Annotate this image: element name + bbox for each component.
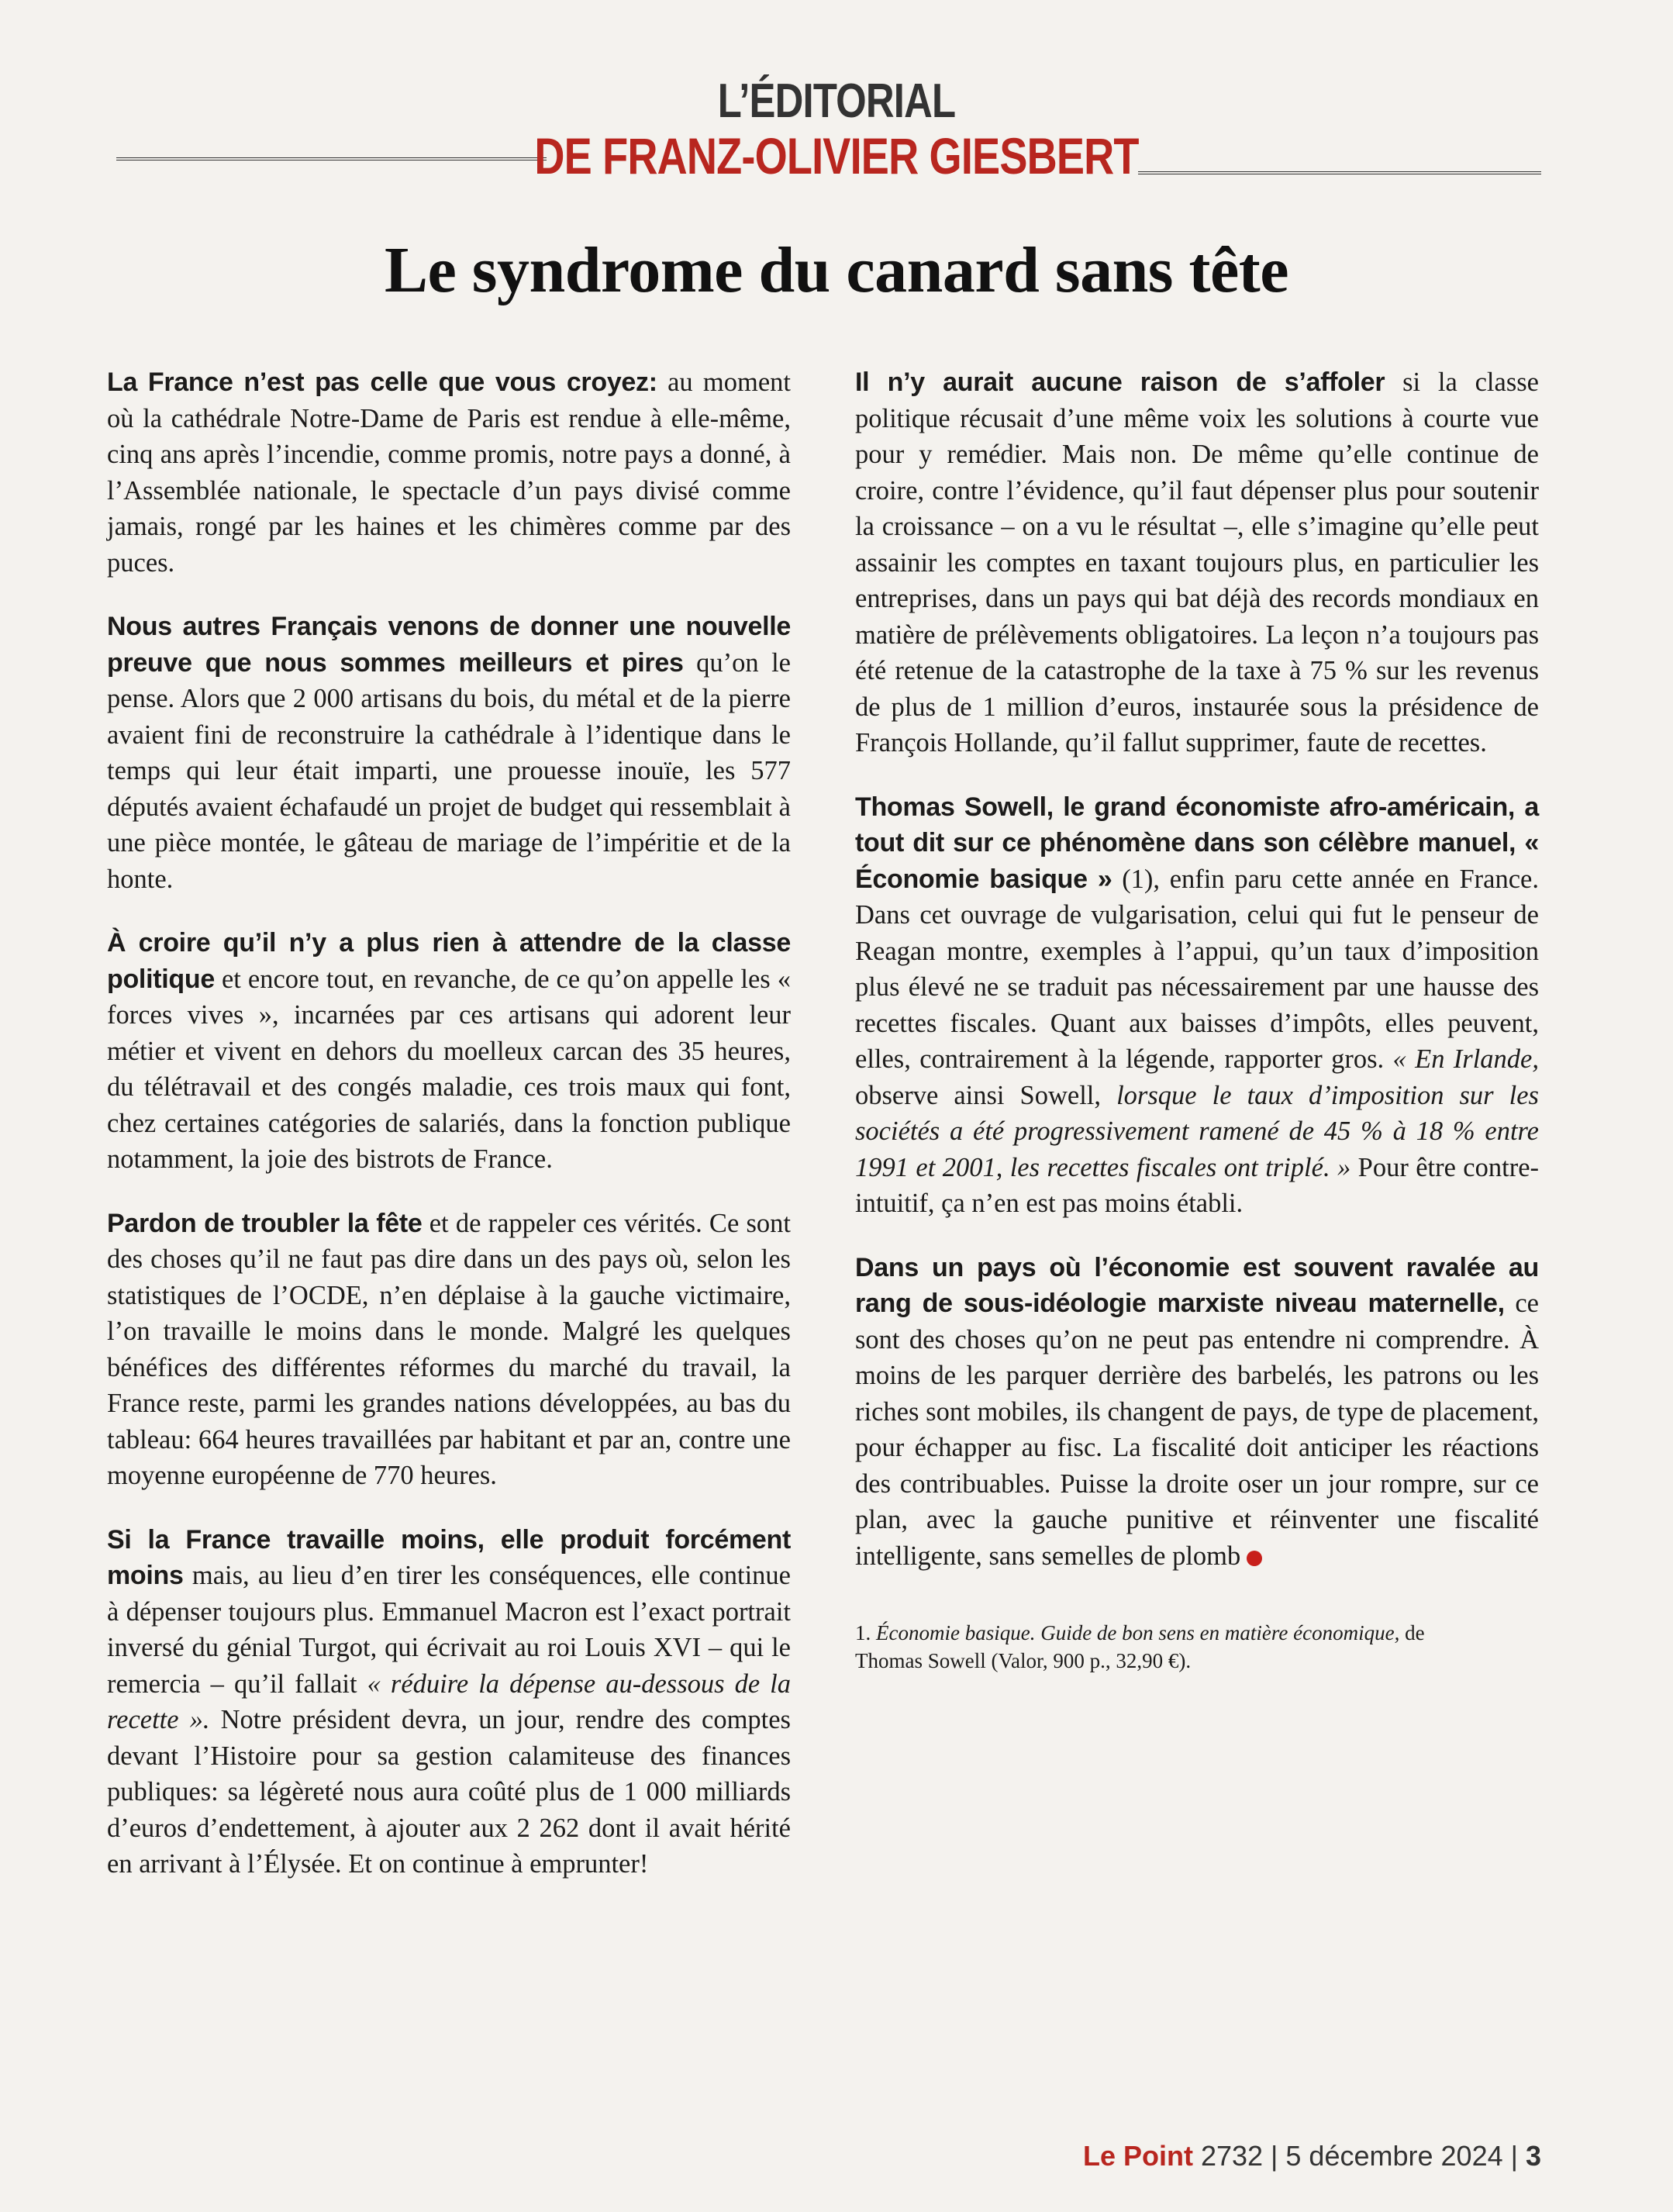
paragraph-quote: lorsque le taux d’imposition sur les sociétés a été progressivement ramené de 45 % à 18 % entre 1991 et 2001, les recettes fiscales ont triplé. »	[855, 1080, 1539, 1182]
paragraph-lead: Dans un pays où l’économie est souvent ravalée au rang de sous-idéologie marxiste niveau maternelle,	[855, 1252, 1539, 1318]
paragraph-text: si la classe politique récusait d’une même voix les solutions à courte vue pour y remédier. Mais non. De même qu’elle continue de croire, contre l’évidence, qu’il faut dépenser plus pour soutenir la croissance – on a vu le résultat –, elle s’imagine qu’elle peut assainir les comptes en taxant toujours plus, en particulier les entreprises, dans un pays qui bat déjà des records mondiaux en matière de prélèvements obligatoires. La leçon n’a toujours pas été retenue de la catastrophe de la taxe à 75 % sur les revenus de plus de 1 million d’euros, instaurée sous la présidence de François Hollande, qu’il fallut supprimer, faute de recettes.	[855, 368, 1539, 757]
paragraph-quote: « réduire la dépense au-dessous de la recette ».	[107, 1668, 791, 1734]
article-paragraph	[107, 364, 791, 581]
paragraph-text: et encore tout, en revanche, de ce qu’on appelle les « forces vives », incarnées par ces artisans qui adorent leur métier et vivent en dehors du moelleux carcan des 35 heures, du télétravail et des congés maladie, ces trois maux qui font, chez certaines catégories de salariés, dans la fonction publique notamment, la joie des bistrots de France.	[107, 964, 791, 1174]
footnote	[855, 1619, 1460, 1675]
paragraph-lead: Pardon de troubler la fête	[107, 1208, 423, 1238]
issue-info: 2732 | 5 décembre 2024 |	[1192, 2140, 1526, 2172]
paragraph-text: (1), enfin paru cette année en France. Dans cet ouvrage de vulgarisation, celui qui fut le penseur de Reagan montre, exemples à l’appui, qu’un taux d’imposition plus élevé ne se traduit pas nécessairement par une hausse des recettes fiscales. Quant aux baisses d’impôts, elles peuvent, elles, contrairement à la légende, rapporter gros.	[855, 864, 1539, 1074]
paragraph-lead: La France n’est pas celle que vous croyez:	[107, 368, 657, 397]
paragraph-text: observe ainsi Sowell,	[855, 1080, 1117, 1110]
magazine-brand: Le Point	[1082, 2140, 1193, 2172]
footnote-title: Économie basique. Guide de bon sens en matière économique,	[876, 1621, 1400, 1644]
article-headline: Le syndrome du canard sans tête	[385, 234, 1288, 306]
article-paragraph	[107, 925, 791, 1178]
footnote-text: de Thomas Sowell (Valor, 900 p., 32,90 €).	[855, 1621, 1425, 1672]
article-column-right	[855, 364, 1539, 1675]
paragraph-text: ce sont des choses qu’on ne peut pas entendre ni comprendre. À moins de les parquer derrière des barbelés, les patrons ou les riches sont mobiles, ils changent de pays, de type de placement, pour échapper au fisc. La fiscalité doit anticiper les réactions des contribuables. Puisse la droite oser un jour rompre, sur ce plan, avec la gauche punitive et réinventer une fiscalité intelligente, sans semelles de plomb	[855, 1289, 1539, 1571]
paragraph-text: et de rappeler ces vérités. Ce sont des choses qu’il ne faut pas dire dans un des pays où, selon les statistiques de l’OCDE, n’en déplaise à la gauche victimaire, l’on travaille le moins dans le monde. Malgré les quelques bénéfices des différentes réformes du marché du travail, la France reste, parmi les grandes nations développées, au bas du tableau: 664 heures travaillées par habitant et par an, contre une moyenne européenne de 770 heures.	[107, 1208, 791, 1490]
article-paragraph	[107, 1522, 791, 1882]
author-byline: DE FRANZ-OLIVIER GIESBERT	[534, 127, 1139, 185]
paragraph-lead: Il n’y aurait aucune raison de s’affoler	[855, 368, 1385, 397]
article-paragraph	[107, 609, 791, 897]
article-paragraph	[855, 789, 1539, 1222]
paragraph-text: au moment où la cathédrale Notre-Dame de Paris est rendue à elle-même, cinq ans après l’incendie, comme promis, notre pays a donné, à l’Assemblée nationale, le spectacle d’un pays divisé comme jamais, rongé par les haines et les chimères comme par des puces.	[107, 368, 791, 578]
paragraph-lead: Si la France travaille moins, elle produit forcément moins	[107, 1524, 791, 1590]
paragraph-text: Notre président devra, un jour, rendre des comptes devant l’Histoire pour sa gestion calamiteuse des finances publiques: sa légèreté nous aura coûté plus de 1 000 milliards d’euros d’endettement, à ajouter aux 2 262 dont il avait hérité en arrivant à l’Élysée. Et on continue à emprunter!	[107, 1705, 791, 1879]
paragraph-lead: Nous autres Français venons de donner une nouvelle preuve que nous sommes meilleurs et pires	[107, 612, 791, 678]
paragraph-lead: À croire qu’il n’y a plus rien à attendre de la classe politique	[107, 928, 791, 994]
article-paragraph	[855, 1250, 1539, 1575]
page-footer	[1083, 2140, 1541, 2172]
section-kicker: L’ÉDITORIAL	[717, 74, 956, 128]
paragraph-text: Pour être contre-intuitif, ça n’en est pas moins établi.	[855, 1152, 1539, 1218]
paragraph-text: qu’on le pense. Alors que 2 000 artisans du bois, du métal et de la pierre avaient fini de reconstruire la cathédrale à l’identique dans le temps qui leur était imparti, une prouesse inouïe, les 577 députés avaient échafaudé un projet de budget qui ressemblait à une pièce montée, le gâteau de mariage de l’impéritie et de la honte.	[107, 647, 791, 894]
page-number: 3	[1525, 2140, 1541, 2172]
end-mark-icon	[1247, 1551, 1262, 1566]
paragraph-text: mais, au lieu d’en tirer les conséquences, elle continue à dépenser toujours plus. Emmanuel Macron est l’exact portrait inversé du génial Turgot, qui écrivait au roi Louis XVI – qui le remercia – qu’il fallait	[107, 1561, 791, 1699]
paragraph-quote: « En Irlande,	[1392, 1044, 1539, 1074]
footnote-number: 1.	[855, 1621, 876, 1644]
editorial-header	[0, 74, 1673, 190]
paragraph-lead: Thomas Sowell, le grand économiste afro-américain, a tout dit sur ce phénomène dans son célèbre manuel, « Économie basique »	[855, 792, 1539, 894]
article-column-left	[107, 364, 791, 1910]
article-paragraph	[855, 364, 1539, 761]
article-paragraph	[107, 1206, 791, 1494]
